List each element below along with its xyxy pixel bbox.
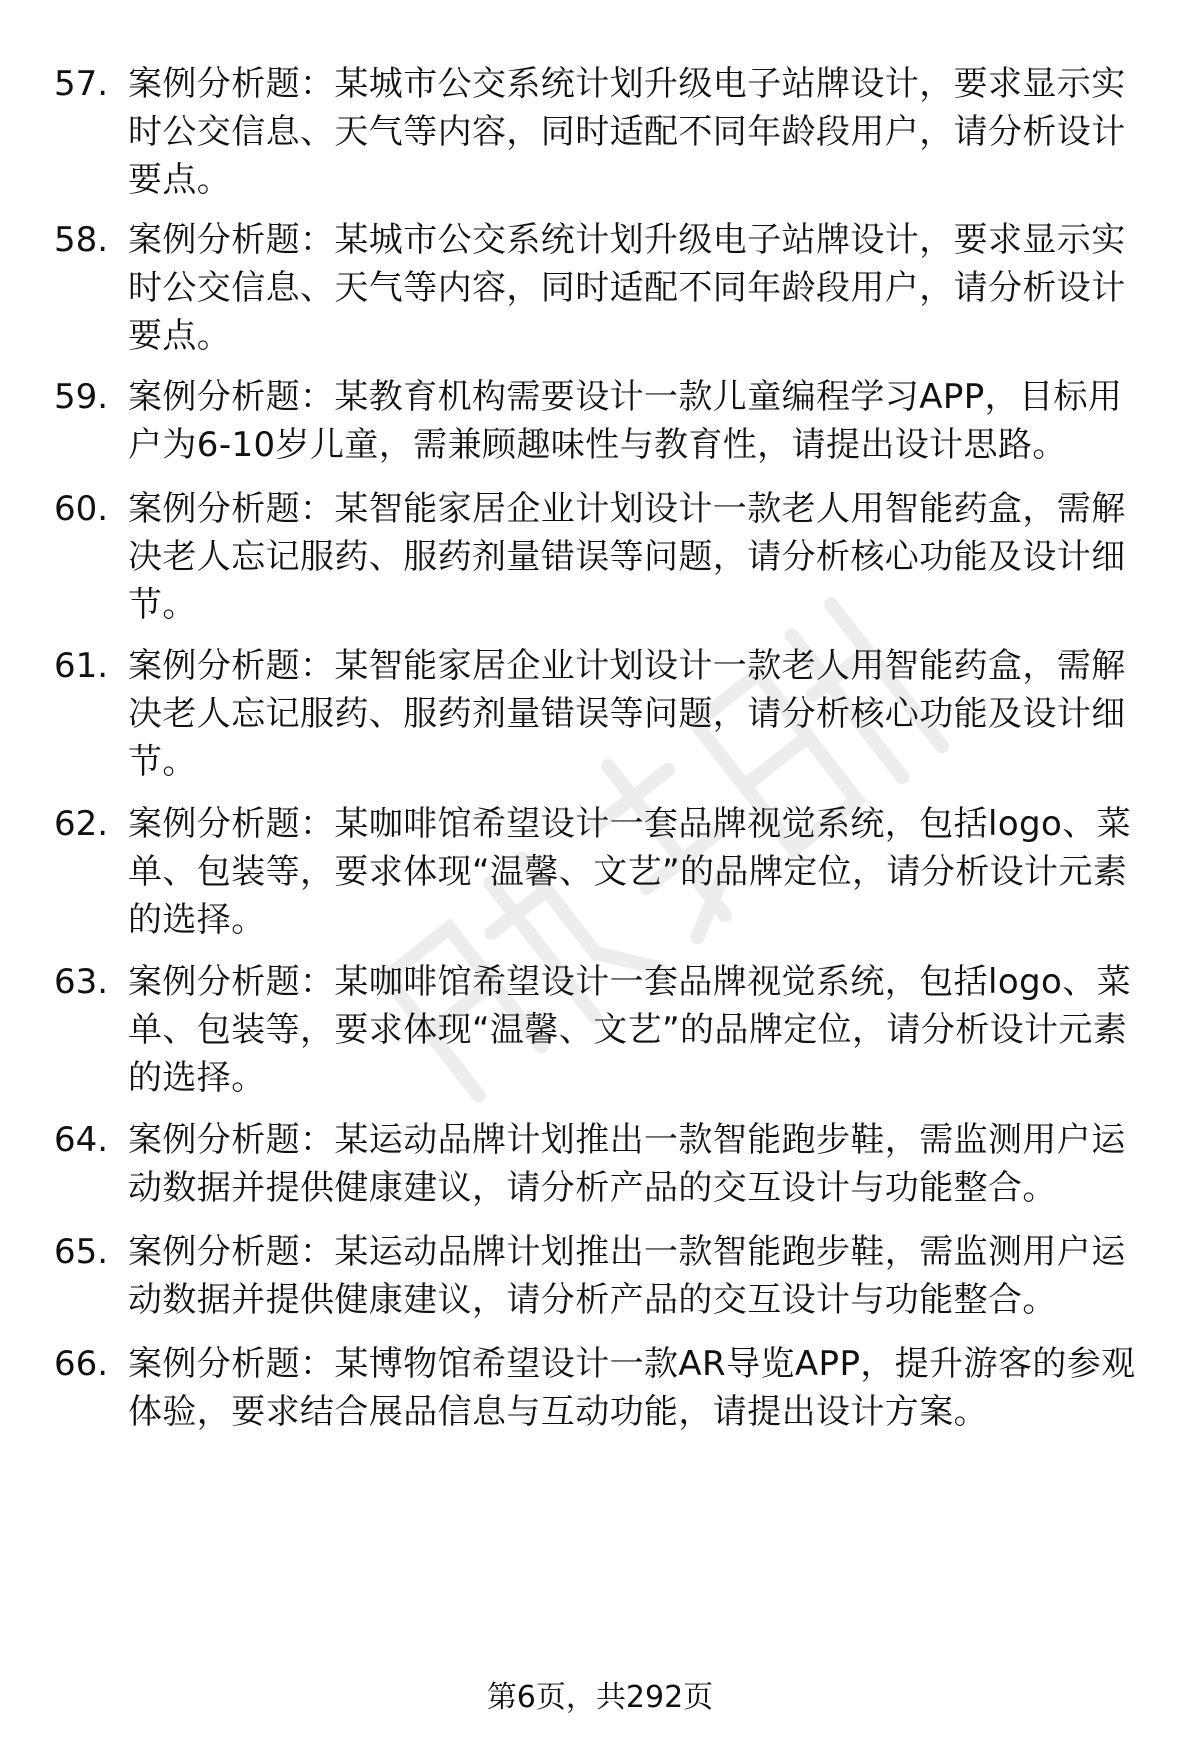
question-item — [54, 485, 1144, 629]
question-text: 案例分析题：某运动品牌计划推出一款智能跑步鞋，需监测用户运动数据并提供健康建议，请分析产品的交互设计与功能整合。 — [128, 1120, 1126, 1208]
question-text: 案例分析题：某智能家居企业计划设计一款老人用智能药盒，需解决老人忘记服药、服药剂量错误等问题，请分析核心功能及设计细节。 — [128, 646, 1126, 782]
question-number: 64. — [54, 1120, 109, 1160]
question-text: 案例分析题：某教育机构需要设计一款儿童编程学习APP，目标用户为6-10岁儿童，需兼顾趣味性与教育性，请提出设计思路。 — [128, 377, 1123, 465]
question-number: 60. — [54, 489, 109, 529]
question-item — [54, 1228, 1144, 1324]
question-text: 案例分析题：某咖啡馆希望设计一套品牌视觉系统，包括logo、菜单、包装等，要求体现“温馨、文艺”的品牌定位，请分析设计元素的选择。 — [128, 962, 1132, 1098]
question-number: 61. — [54, 646, 109, 686]
question-text: 案例分析题：某咖啡馆希望设计一套品牌视觉系统，包括logo、菜单、包装等，要求体现“温馨、文艺”的品牌定位，请分析设计元素的选择。 — [128, 804, 1132, 940]
question-number: 59. — [54, 377, 109, 417]
question-item — [54, 60, 1144, 204]
question-text: 案例分析题：某智能家居企业计划设计一款老人用智能药盒，需解决老人忘记服药、服药剂量错误等问题，请分析核心功能及设计细节。 — [128, 489, 1126, 625]
page-number-footer: 第6页，共292页 — [486, 1680, 714, 1715]
question-number: 66. — [54, 1344, 109, 1384]
question-item — [54, 216, 1144, 360]
question-number: 63. — [54, 962, 109, 1002]
question-item — [54, 800, 1144, 944]
question-number: 57. — [54, 64, 109, 104]
question-item — [54, 642, 1144, 786]
question-item — [54, 958, 1144, 1102]
question-item — [54, 1116, 1144, 1212]
question-text: 案例分析题：某城市公交系统计划升级电子站牌设计，要求显示实时公交信息、天气等内容，同时适配不同年龄段用户，请分析设计要点。 — [128, 220, 1126, 356]
question-text: 案例分析题：某运动品牌计划推出一款智能跑步鞋，需监测用户运动数据并提供健康建议，请分析产品的交互设计与功能整合。 — [128, 1232, 1126, 1320]
question-number: 58. — [54, 220, 109, 260]
question-number: 62. — [54, 804, 109, 844]
question-number: 65. — [54, 1232, 109, 1272]
question-item — [54, 1340, 1144, 1436]
question-item — [54, 373, 1144, 469]
question-text: 案例分析题：某博物馆希望设计一款AR导览APP，提升游客的参观体验，要求结合展品信息与互动功能，请提出设计方案。 — [128, 1344, 1136, 1432]
question-text: 案例分析题：某城市公交系统计划升级电子站牌设计，要求显示实时公交信息、天气等内容，同时适配不同年龄段用户，请分析设计要点。 — [128, 64, 1126, 200]
